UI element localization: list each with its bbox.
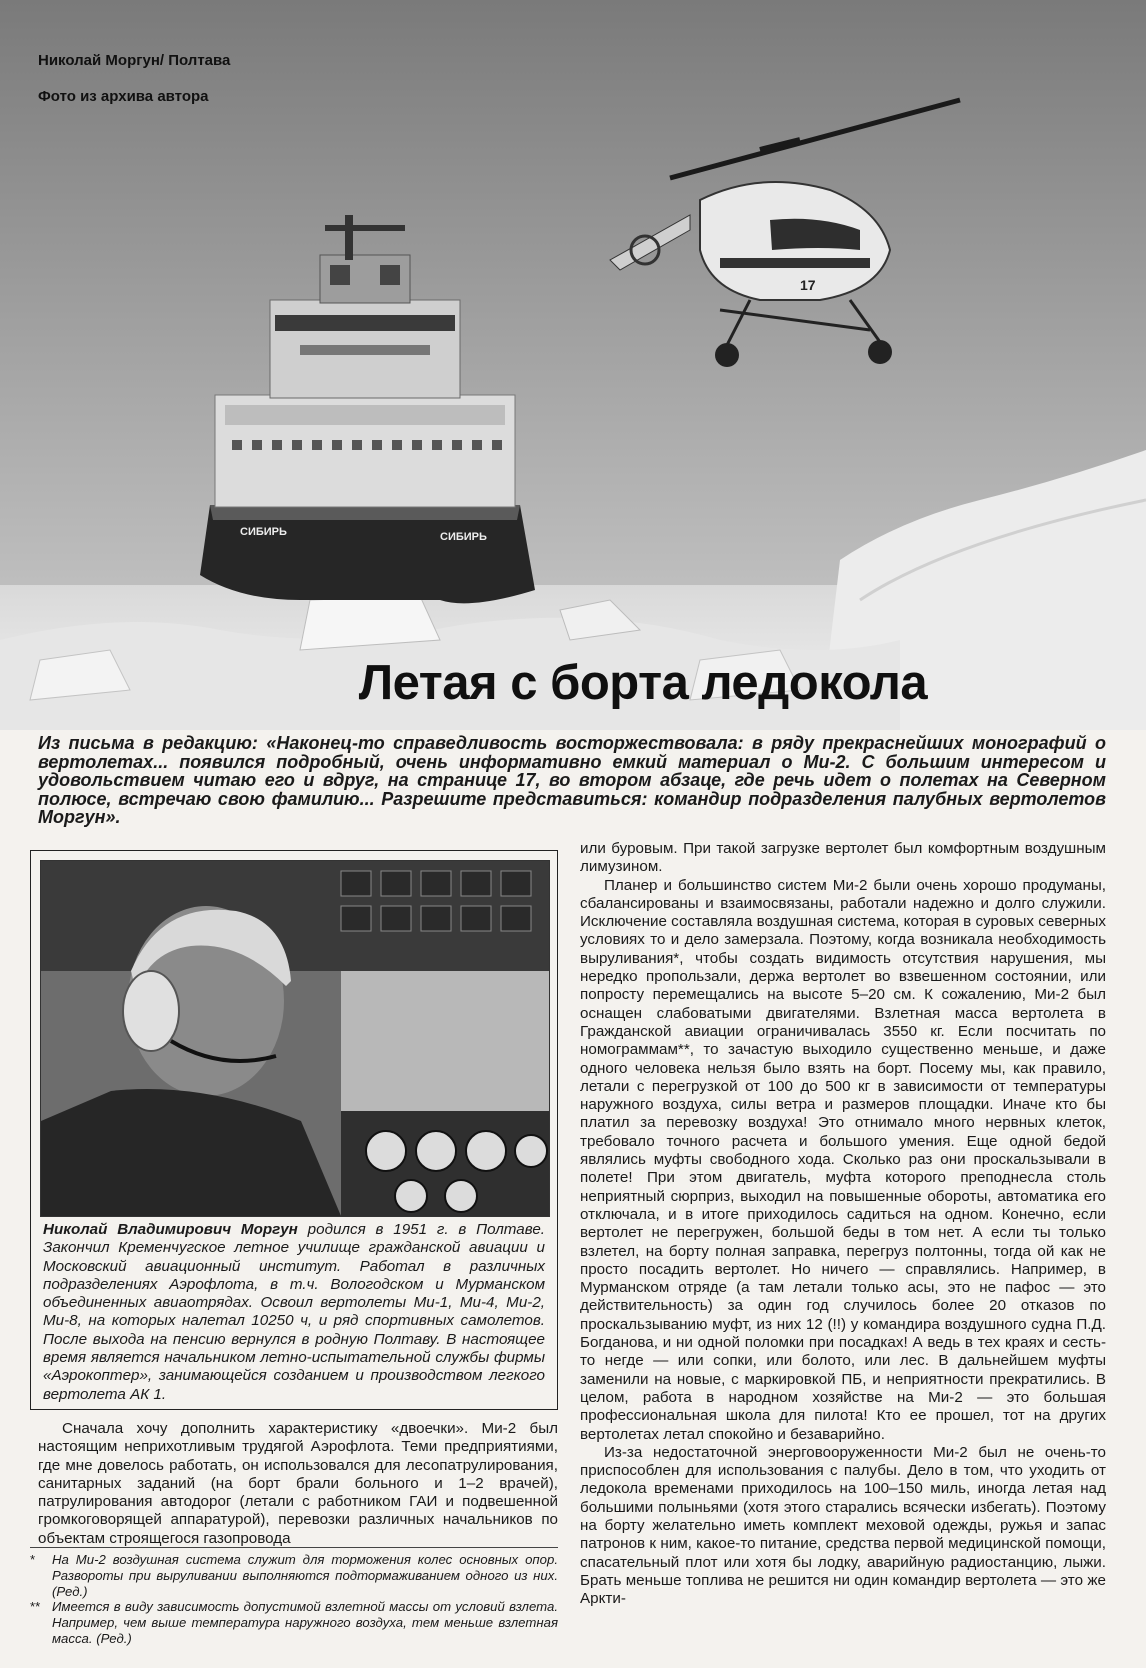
intro-quote [38, 734, 1106, 827]
portrait-figure [30, 850, 558, 1410]
ship-lettering-left: СИБИРЬ [240, 526, 287, 538]
footnote [30, 1599, 558, 1646]
caption-text: родился в 1951 г. в Полтаве. Закончил Кременчугское летное училище гражданской авиации и Московский авиационный институт. Работал в различных подразделениях Аэрофлота, в т.ч. Вологодском и Мурманском объединенных авиаотрядах. Освоил вертолеты Ми-1, Ми-4, Ми-2, Ми-8, на которых налетал 10250 ч, и ряд спортивных самолетов. После выхода на пенсию вернулся в родную Полтаву. В настоящее время является начальником летно-испытательной службы фирмы «Аэрокоптер», занимающейся созданием и производством легкого вертолета АК 1. [43, 1221, 545, 1403]
left-paragraph: Сначала хочу дополнить характеристику «двоечки». Ми-2 был настоящим неприхотливым трудягой Аэрофлота. Теми предприятиями, где мне довелось работать, он использовался для лесопатрулирования, санитарных заданий (на борт брали больного и 1–2 врачей), патрулирования автодорог (летали с работником ГАИ и подвешенной громкоговорящей аппаратурой), перевозки различных начальников по объектам строящегося газопровода [38, 1420, 558, 1547]
footnote-text: На Ми-2 воздушная система служит для торможения колес основных опор. Развороты при выруливании выполняются подтормаживанием одного из них. (Ред.) [52, 1552, 558, 1599]
icebreaker-helicopter-illustration [0, 0, 1146, 730]
right-paragraph: Планер и большинство систем Ми-2 были очень хорошо продуманы, сбалансированы и взаимосвязаны, работали надежно и долго служили. Исключение составляла воздушная система, которая в суровых северных условиях то и дело замерзала. Поэтому, когда возникала необходимость выруливания*, чтобы создать видимость отсутствия нарушения, мы нередко пропользали, держа вертолет во взвешенном состоянии, или попросту перемещались на высоте 5–20 см. К сожалению, Ми-2 был оснащен слабоватыми двигателями. Взлетная масса вертолета в Гражданской авиации ограничивалась 3550 кг. Если посчитать по номограммам**, то зачастую выходило существенно меньше, и даже одного человека нельзя было взять на борт. Посему мы, как правило, летали с перегрузкой от 100 до 500 кг в зависимости от температуры наружного воздуха, силы ветра и размеров площадки. Иначе кто бы платил за перевозку воздуха! Это отнимало много нервных клеток, требовало точного расчета и большого умения. Еще одной бедой являлись муфты свободного хода. Сколько раз они проскальзывали в полете! При этом двигатель, муфта которого преподнесла столь неприятный сюрприз, выходил на повышенные обороты, автоматика его отключала, и в итоге приходилось садиться на одном. Конечно, если вертолет не перегружен, большой беды в том нет. А если ты только взлетел, на борту полная заправка, перегруз полтонны, тогда ой как не просто посадить вертолет. Но ничего — справлялись. Например, в Мурманском отряде (а там летали только асы, это не пафос — это действительность) за один год случилось более 20 отказов по проскальзыванию муфт, из них 12 (!!) у командира воздушного судна П.Д. Богданова, и ни одной поломки при посадках! А ведь в тех краях и сесть-то негде — или сопки, или болото, или лес. В дальнейшем муфты заменили на новые, с маркировкой ПБ, и неприятности прекратились. В целом, работа в народном хозяйстве на Ми-2 — это большая профессиональная школа для пилота! Кто ее прошел, тот на других вертолетах летал спокойно и безаварийно. [580, 876, 1106, 1443]
pilot-portrait-photo [40, 860, 550, 1217]
helicopter-lettering: 17 [800, 277, 816, 293]
article-headline: Летая с борта ледокола [358, 656, 928, 710]
portrait-caption [43, 1221, 545, 1404]
cockpit-illustration [41, 861, 549, 1216]
intro-text: «Наконец-то справедливость восторжествовала: в ряду прекраснейших монографий о вертолетах... появился подробный, очень информативно емкий материал о Ми-2. С большим интересом и удовольствием читаю его и вдруг, на странице 17, во втором абзаце, где речь идет о полетах на Северном полюсе, встречаю свою фамилию... Разрешите представиться: командир подразделения палубных вертолетов Моргун». [38, 733, 1106, 827]
footnotes [30, 1547, 558, 1647]
left-column [38, 1420, 558, 1548]
hero-photo [0, 0, 1146, 730]
intro-lead: Из письма в редакцию: [38, 733, 258, 753]
author-credit: Николай Моргун/ Полтава [38, 52, 231, 69]
right-paragraph: Из-за недостаточной энерговооруженности Ми-2 был не очень-то приспособлен для использования с палубы. Дело в том, что уходить от ледокола временами приходилось на 100–150 миль, иногда летая над большими полыньями (хотя этого старались всячески избегать). Поэтому на борту желательно иметь комплект меховой одежды, ружья и запас патронов к ним, какое-то питание, средства первой медицинской помощи, спасательный плот или хотя бы лодку, аварийную радиостанцию, лыжи. Брать меньше топлива не решится ни один командир вертолета — это же Аркти- [580, 1443, 1106, 1608]
footnote [30, 1552, 558, 1599]
footnote-mark: ** [30, 1599, 41, 1615]
caption-name: Николай Владимирович Моргун [43, 1221, 298, 1238]
footnote-text: Имеется в виду зависимость допустимой взлетной массы от условий взлета. Например, чем выше температура наружного воздуха, тем меньше взлетная масса. (Ред.) [52, 1599, 558, 1646]
right-column [580, 840, 1106, 1608]
ship-lettering-right: СИБИРЬ [440, 531, 487, 543]
right-paragraph-continued: или буровым. При такой загрузке вертолет был комфортным воздушным лимузином. [580, 840, 1106, 876]
photo-credit: Фото из архива автора [38, 88, 209, 105]
footnote-mark: * [30, 1552, 36, 1567]
